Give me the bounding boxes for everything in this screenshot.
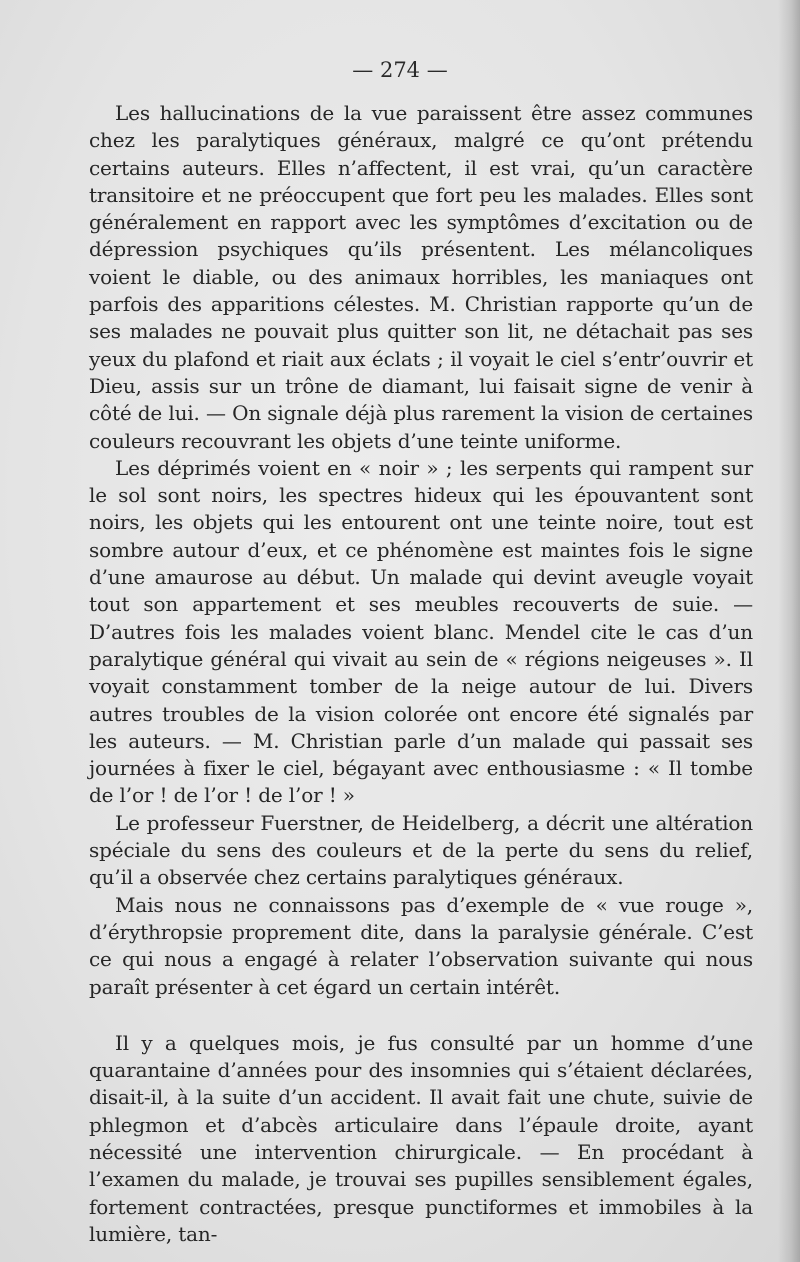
page-edge-shadow [778,0,800,1262]
paragraph: Mais nous ne connaissons pas d’exemple de « vue rouge », d’érythropsie proprement dite, dans la paralysie générale. C’est ce qui nous a engagé à relater l’observation suivante qui nous paraît présenter à cet égard un certain intérêt. [89,892,753,999]
paragraph: Il y a quelques mois, je fus consulté par un homme d’une quarantaine d’années pour des insomnies qui s’étaient déclarées, disait-il, à la suite d’un accident. Il avait fait une chute, suivie de phlegmon et d’abcès articulaire dans l’épaule droite, ayant nécessité une intervention chirurgicale. — En procédant à l’examen du malade, je trouvai ses pupilles sensiblement égales, fortement contractées, presque punctiformes et immobiles à la lumière, tan- [89,1030,753,1246]
page-number: — 274 — [352,58,448,82]
paragraph: Le professeur Fuerstner, de Heidelberg, a décrit une altération spéciale du sens des couleurs et de la perte du sens du relief, qu’il a observée chez certains paralytiques généraux. [89,810,753,890]
paragraph: Les hallucinations de la vue paraissent être assez communes chez les paralytiques généraux, malgré ce qu’ont prétendu certains auteurs. Elles n’affectent, il est vrai, qu’un caractère transitoire et ne préoccupent que fort peu les malades. Elles sont généralement en rapport avec les symptômes d’excitation ou de dépression psychiques qu’ils présentent. Les mélancoliques voient le diable, ou des animaux horribles, les maniaques ont parfois des apparitions célestes. M. Christian rapporte qu’un de ses malades ne pouvait plus quitter son lit, ne détachait pas ses yeux du plafond et riait aux éclats ; il voyait le ciel s’entr’ouvrir et Dieu, assis sur un trône de diamant, lui faisait signe de venir à côté de lui. — On signale déjà plus rarement la vision de certaines couleurs recouvrant les objets d’une teinte uniforme. [89,101,753,453]
section-gap [89,1001,753,1030]
body-text [89,100,753,1248]
paragraph: Les déprimés voient en « noir » ; les serpents qui rampent sur le sol sont noirs, les spectres hideux qui les épouvantent sont noirs, les objets qui les entourent ont une teinte noire, tout est sombre autour d’eux, et ce phénomène est maintes fois le signe d’une amaurose au début. Un malade qui devint aveugle voyait tout son appartement et ses meubles recouverts de suie. — D’autres fois les malades voient blanc. Mendel cite le cas d’un paralytique général qui vivait au sein de « régions neigeuses ». Il voyait constamment tomber de la neige autour de lui. Divers autres troubles de la vision colorée ont encore été signalés par les auteurs. — M. Christian parle d’un malade qui passait ses journées à fixer le ciel, bégayant avec enthousiasme : « Il tombe de l’or ! de l’or ! de l’or ! » [89,455,753,808]
